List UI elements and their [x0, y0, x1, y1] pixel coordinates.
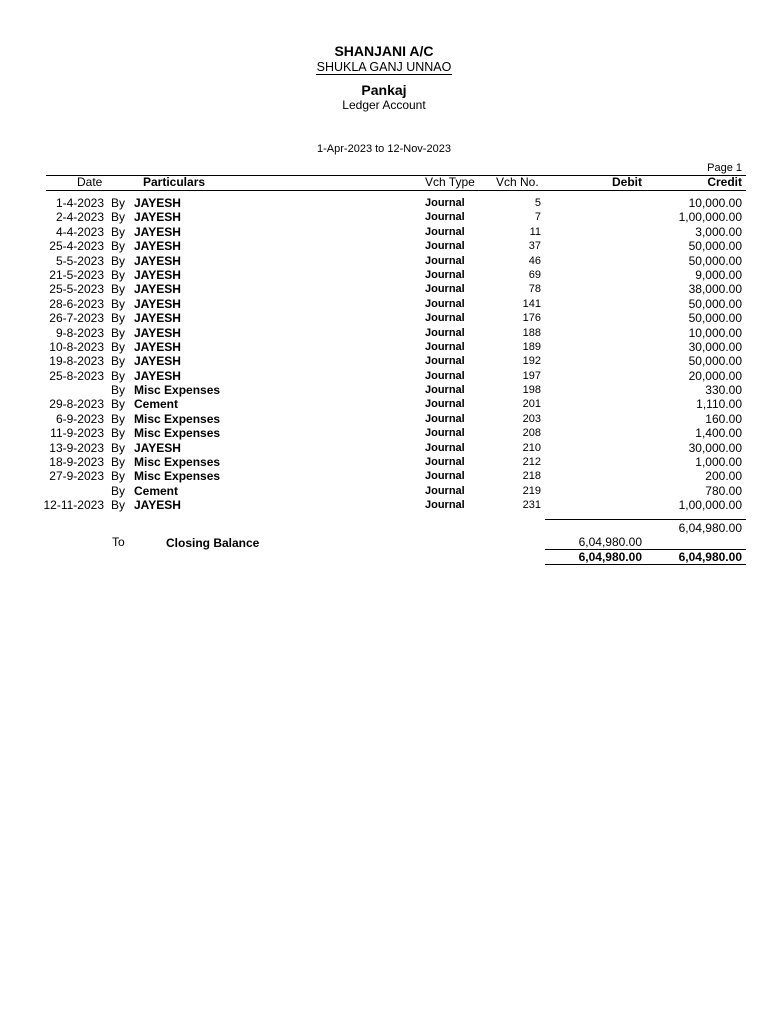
entry-vch-no: 197 [522, 369, 541, 382]
entry-vch-type: Journal [425, 297, 465, 310]
entry-particulars: JAYESH [134, 368, 181, 383]
entry-by: By [111, 267, 126, 282]
entry-vch-type: Journal [425, 240, 465, 253]
entry-credit: 1,00,000.00 [678, 210, 742, 225]
entry-particulars: JAYESH [134, 354, 181, 369]
entry-credit: 10,000.00 [688, 196, 742, 210]
ledger-row [0, 326, 768, 340]
entry-vch-type: Journal [425, 441, 465, 454]
entry-date: 25-5-2023 [49, 282, 104, 297]
entry-vch-no: 176 [522, 312, 541, 325]
entry-date: 28-6-2023 [49, 296, 104, 311]
entry-credit: 30,000.00 [688, 440, 742, 455]
entry-by: By [111, 354, 126, 369]
entry-vch-no: 37 [528, 240, 541, 253]
entry-particulars: Misc Expenses [134, 455, 221, 470]
ledger-row [0, 455, 768, 469]
entry-vch-no: 203 [522, 412, 541, 425]
entry-vch-no: 219 [522, 484, 541, 497]
entry-vch-type: Journal [425, 340, 465, 353]
entry-date: 21-5-2023 [49, 267, 104, 282]
entry-date: 25-4-2023 [49, 239, 104, 254]
entry-vch-no: 192 [522, 355, 541, 368]
entry-by: By [111, 296, 126, 311]
grand-total-debit: 6,04,980.00 [578, 550, 642, 564]
party-name: Pankaj [361, 82, 407, 98]
entry-date: 13-9-2023 [49, 440, 104, 455]
entry-credit: 10,000.00 [688, 325, 742, 340]
entry-vch-no: 231 [522, 499, 541, 512]
entry-credit: 3,000.00 [695, 224, 742, 239]
ledger-row [0, 369, 768, 383]
grand-total-bottom-rule [545, 564, 746, 565]
closing-to: To [112, 535, 125, 549]
entry-particulars: JAYESH [134, 440, 181, 455]
ledger-entries [0, 196, 768, 513]
subtotal-credit: 6,04,980.00 [678, 521, 742, 535]
entry-particulars: JAYESH [134, 498, 181, 513]
entry-date: 6-9-2023 [55, 411, 104, 426]
entry-date: 19-8-2023 [49, 354, 104, 369]
ledger-row [0, 441, 768, 455]
entry-particulars: JAYESH [134, 296, 181, 311]
ledger-row [0, 397, 768, 411]
entry-date: 5-5-2023 [55, 253, 104, 268]
entry-by: By [111, 498, 126, 513]
entry-date: 11-9-2023 [50, 426, 104, 441]
entry-date: 25-8-2023 [49, 368, 104, 383]
entry-vch-type: Journal [425, 268, 465, 281]
entry-by: By [111, 325, 126, 340]
entry-particulars: JAYESH [134, 196, 181, 210]
entry-by: By [111, 196, 126, 210]
entry-by: By [111, 210, 126, 225]
entry-particulars: JAYESH [134, 224, 181, 239]
entry-vch-no: 208 [522, 427, 541, 440]
entry-vch-type: Journal [425, 470, 465, 483]
entry-by: By [111, 397, 126, 412]
ledger-row [0, 484, 768, 498]
entry-date: 18-9-2023 [49, 455, 104, 470]
subtotal-rule [545, 519, 746, 520]
entry-date: 2-4-2023 [55, 210, 104, 225]
ledger-row [0, 254, 768, 268]
entry-vch-type: Journal [425, 326, 465, 339]
entry-date: 10-8-2023 [49, 339, 104, 354]
entry-date: 29-8-2023 [49, 397, 104, 412]
entry-vch-no: 69 [528, 268, 541, 281]
entry-credit: 1,00,000.00 [678, 498, 742, 513]
entry-vch-type: Journal [425, 369, 465, 382]
ledger-row [0, 412, 768, 426]
ledger-row [0, 210, 768, 224]
entry-particulars: JAYESH [134, 253, 181, 268]
ledger-row [0, 297, 768, 311]
entry-vch-no: 218 [522, 470, 541, 483]
ledger-row [0, 340, 768, 354]
entry-vch-type: Journal [425, 499, 465, 512]
entry-vch-no: 210 [522, 441, 541, 454]
entry-credit: 50,000.00 [688, 296, 742, 311]
entry-vch-type: Journal [425, 197, 465, 209]
entry-vch-type: Journal [425, 283, 465, 296]
company-name: SHANJANI A/C [334, 43, 434, 59]
col-vch-type: Vch Type [425, 175, 475, 189]
entry-date: 27-9-2023 [49, 469, 104, 484]
ledger-row [0, 311, 768, 325]
entry-vch-no: 212 [522, 456, 541, 469]
entry-credit: 780.00 [705, 483, 742, 498]
col-debit: Debit [612, 175, 642, 189]
entry-credit: 200.00 [705, 469, 742, 484]
entry-vch-no: 201 [522, 398, 541, 411]
entry-by: By [111, 282, 126, 297]
entry-particulars: JAYESH [134, 282, 181, 297]
entry-by: By [111, 483, 126, 498]
col-particulars: Particulars [143, 175, 206, 189]
entry-by: By [111, 383, 126, 398]
entry-by: By [111, 426, 126, 441]
entry-vch-type: Journal [425, 384, 465, 397]
entry-credit: 1,110.00 [696, 397, 742, 412]
company-address: SHUKLA GANJ UNNAO [316, 60, 452, 74]
entry-vch-type: Journal [425, 427, 465, 440]
entry-by: By [111, 411, 126, 426]
entry-credit: 50,000.00 [688, 253, 742, 268]
grand-total-credit: 6,04,980.00 [678, 550, 742, 564]
entry-vch-no: 7 [534, 211, 541, 224]
entry-by: By [111, 339, 126, 354]
col-date: Date [77, 175, 103, 189]
entry-vch-type: Journal [425, 225, 465, 238]
closing-balance-debit: 6,04,980.00 [578, 535, 642, 549]
ledger-row [0, 383, 768, 397]
entry-vch-type: Journal [425, 456, 465, 469]
entry-vch-type: Journal [425, 312, 465, 325]
closing-balance-label: Closing Balance [166, 536, 260, 550]
entry-credit: 160.00 [705, 411, 742, 426]
entry-credit: 38,000.00 [688, 282, 742, 297]
ledger-row [0, 225, 768, 239]
entry-date: 1-4-2023 [55, 196, 104, 210]
col-vch-no: Vch No. [496, 175, 539, 189]
entry-date: 12-11-2023 [43, 498, 104, 513]
entry-particulars: Cement [134, 483, 179, 498]
entry-credit: 30,000.00 [688, 339, 742, 354]
page-number: Page 1 [707, 162, 742, 174]
entry-vch-no: 46 [528, 254, 541, 267]
entry-vch-no: 78 [528, 283, 541, 296]
ledger-row [0, 354, 768, 368]
ledger-row [0, 196, 768, 210]
col-credit: Credit [707, 175, 742, 189]
entry-vch-type: Journal [425, 355, 465, 368]
entry-vch-no: 11 [529, 225, 541, 238]
entry-particulars: JAYESH [134, 311, 181, 326]
entry-credit: 1,000.00 [695, 455, 742, 470]
entry-particulars: Misc Expenses [134, 469, 221, 484]
entry-by: By [111, 239, 126, 254]
entry-vch-no: 188 [522, 326, 541, 339]
entry-vch-no: 189 [522, 340, 541, 353]
ledger-row [0, 282, 768, 296]
entry-by: By [111, 368, 126, 383]
entry-particulars: JAYESH [134, 325, 181, 340]
entry-by: By [111, 440, 126, 455]
entry-vch-no: 141 [522, 297, 541, 310]
entry-credit: 330.00 [705, 383, 742, 398]
entry-vch-type: Journal [425, 211, 465, 224]
entry-by: By [111, 469, 126, 484]
entry-vch-type: Journal [425, 412, 465, 425]
account-type: Ledger Account [342, 98, 426, 112]
entry-date: 4-4-2023 [55, 224, 104, 239]
entry-particulars: JAYESH [134, 210, 181, 225]
entry-credit: 9,000.00 [695, 267, 742, 282]
ledger-row [0, 498, 768, 512]
entry-vch-no: 5 [534, 197, 541, 209]
report-period: 1-Apr-2023 to 12-Nov-2023 [317, 143, 451, 155]
entry-credit: 50,000.00 [688, 311, 742, 326]
entry-particulars: Misc Expenses [134, 411, 221, 426]
header-bottom-rule [46, 190, 746, 191]
ledger-row [0, 426, 768, 440]
entry-vch-type: Journal [425, 398, 465, 411]
entry-credit: 20,000.00 [688, 368, 742, 383]
column-header-row [0, 175, 768, 189]
entry-particulars: JAYESH [134, 267, 181, 282]
entry-particulars: JAYESH [134, 239, 181, 254]
entry-date: 26-7-2023 [49, 311, 104, 326]
ledger-row [0, 469, 768, 483]
entry-date: 9-8-2023 [55, 325, 104, 340]
ledger-row [0, 268, 768, 282]
ledger-row [0, 239, 768, 253]
entry-by: By [111, 455, 126, 470]
entry-credit: 50,000.00 [688, 239, 742, 254]
entry-particulars: Misc Expenses [134, 383, 221, 398]
entry-vch-type: Journal [425, 254, 465, 267]
entry-particulars: JAYESH [134, 339, 181, 354]
entry-vch-type: Journal [425, 484, 465, 497]
entry-particulars: Misc Expenses [134, 426, 221, 441]
entry-vch-no: 198 [522, 384, 541, 397]
entry-particulars: Cement [134, 397, 179, 412]
entry-by: By [111, 311, 126, 326]
entry-by: By [111, 224, 126, 239]
entry-credit: 1,400.00 [695, 426, 742, 441]
entry-credit: 50,000.00 [688, 354, 742, 369]
entry-by: By [111, 253, 126, 268]
